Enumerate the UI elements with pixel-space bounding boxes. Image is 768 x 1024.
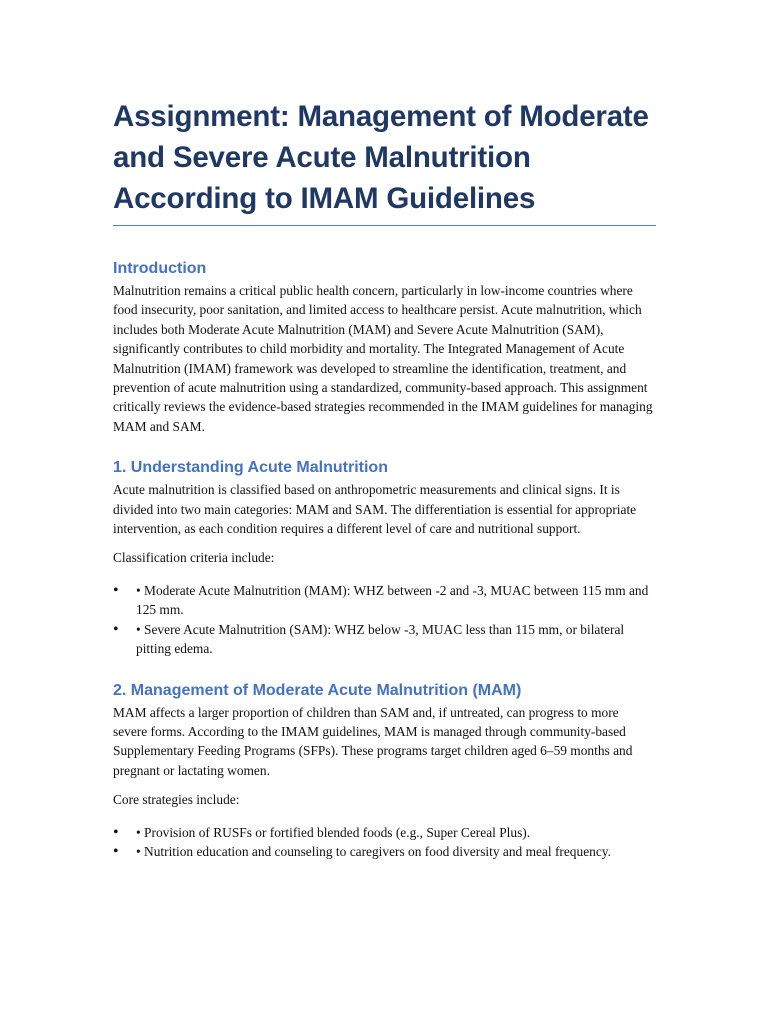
introduction-paragraph: Malnutrition remains a critical public health concern, particularly in low-income countries where food insecurity, poor sanitation, and limited access to healthcare persist. Acute malnutrition, which includes both Moderate Acute Malnutrition (MAM) and Severe Acute Malnutrition (SAM), significantly contributes to child morbidity and mortality. The Integrated Management of Acute Malnutrition (IMAM) framework was developed to streamline the identification, treatment, and prevention of acute malnutrition using a standardized, community-based approach. This assignment critically reviews the evidence-based strategies recommended in the IMAM guidelines for managing MAM and SAM. [113, 283, 653, 434]
document-page [113, 96, 656, 861]
list-item-text: • Provision of RUSFs or fortified blended foods (e.g., Super Cereal Plus). [136, 824, 531, 840]
section-heading-understanding: 1. Understanding Acute Malnutrition [113, 459, 388, 477]
understanding-paragraph: Acute malnutrition is classified based on anthropometric measurements and clinical signs. It is divided into two main categories: MAM and SAM. The differentiation is essential for appropriate intervention, as each condition requires a different level of care and nutritional support. [113, 482, 637, 537]
document-title: Assignment: Management of Moderate and Severe Acute Malnutrition According to IMAM Guidelines [113, 100, 649, 215]
list-item [113, 823, 656, 842]
list-item-text: • Severe Acute Malnutrition (SAM): WHZ below -3, MUAC less than 115 mm, or bilateral pitting edema. [136, 621, 625, 657]
title-divider [113, 225, 656, 226]
list-item [113, 581, 656, 620]
section-heading-introduction: Introduction [113, 260, 207, 277]
core-strategies-lead: Core strategies include: [113, 792, 240, 808]
list-item [113, 620, 656, 659]
bullet-icon: • [113, 620, 119, 638]
list-item [113, 842, 656, 861]
core-strategies-list [113, 823, 656, 862]
section-heading-mam-management: 2. Management of Moderate Acute Malnutrition (MAM) [113, 681, 522, 699]
mam-paragraph: MAM affects a larger proportion of children than SAM and, if untreated, can progress to more severe forms. According to the IMAM guidelines, MAM is managed through community-based Supplementary Feeding Programs (SFPs). These programs target children aged 6–59 months and pregnant or lactating women. [113, 704, 633, 778]
list-item-text: • Nutrition education and counseling to caregivers on food diversity and meal frequency. [136, 843, 611, 859]
classification-list [113, 581, 656, 659]
bullet-icon: • [113, 581, 119, 599]
list-item-text: • Moderate Acute Malnutrition (MAM): WHZ between -2 and -3, MUAC between 115 mm and 125 mm. [136, 582, 649, 618]
bullet-icon: • [113, 823, 119, 841]
classification-lead: Classification criteria include: [113, 550, 275, 566]
bullet-icon: • [113, 842, 119, 860]
